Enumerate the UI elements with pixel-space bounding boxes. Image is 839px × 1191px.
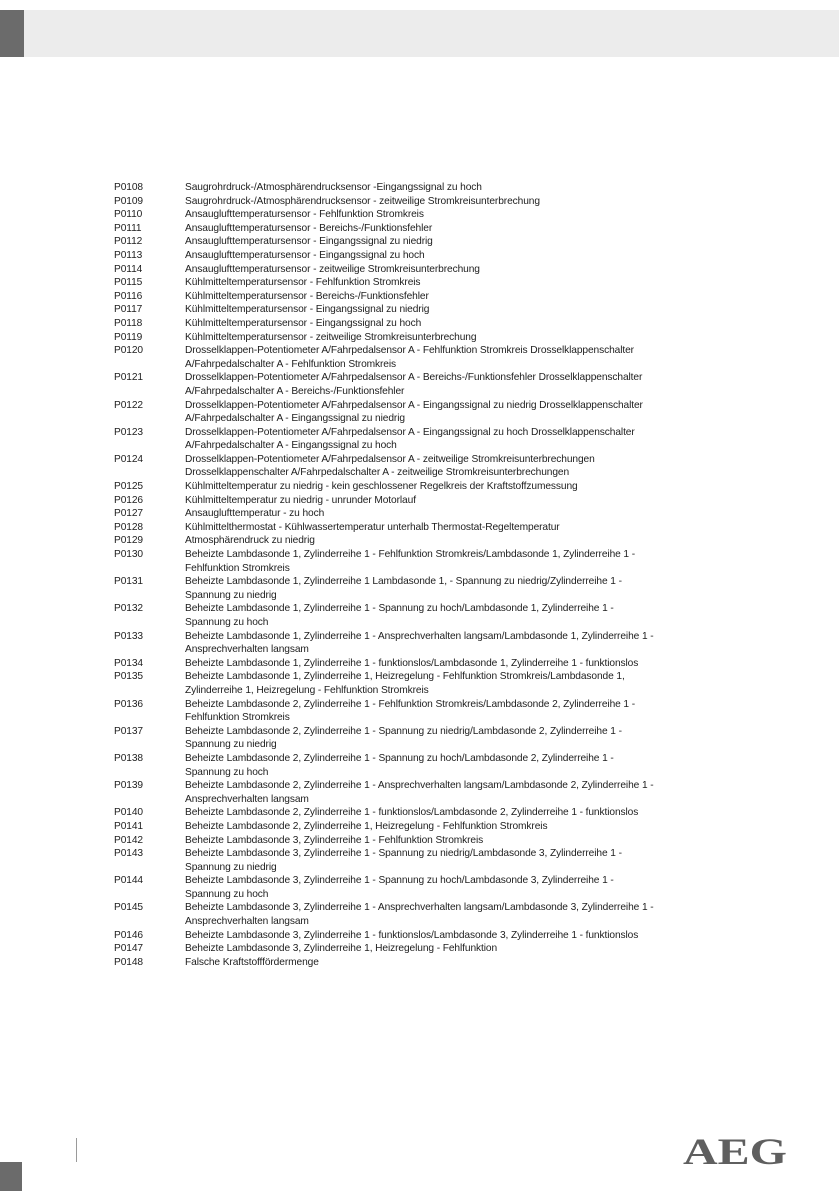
- fault-code-description: Drosselklappen-Potentiometer A/Fahrpedalsensor A - Eingangssignal zu niedrig Drosselklappenschalter A/Fahrpedalschalter A - Eingangssignal zu niedrig: [185, 399, 643, 425]
- fault-code-row: [114, 181, 734, 195]
- fault-code-row: [114, 698, 734, 725]
- fault-code-id: P0117: [114, 304, 143, 316]
- aeg-logo: [680, 1132, 790, 1170]
- fault-code-id: P0120: [114, 345, 143, 357]
- fault-code-id: P0126: [114, 494, 143, 506]
- fault-code-row: [114, 834, 734, 848]
- fault-code-id: P0147: [114, 943, 143, 955]
- fault-code-id: P0108: [114, 182, 143, 193]
- fault-code-row: [114, 317, 734, 331]
- fault-code-description: Beheizte Lambdasonde 3, Zylinderreihe 1, Heizregelung - Fehlfunktion: [185, 943, 498, 955]
- fault-code-row: [114, 208, 734, 222]
- fault-code-id: P0145: [114, 902, 143, 914]
- fault-code-list: [114, 181, 734, 969]
- fault-code-description: Beheizte Lambdasonde 2, Zylinderreihe 1 - Fehlfunktion Stromkreis/Lambdasonde 2, Zylinderreihe 1 - Fehlfunktion Stromkreis: [185, 698, 636, 724]
- fault-code-description: Beheizte Lambdasonde 1, Zylinderreihe 1 - funktionslos/Lambdasonde 1, Zylinderreihe 1 - funktionslos: [185, 657, 639, 669]
- fault-code-id: P0130: [114, 549, 143, 561]
- fault-code-row: [114, 548, 734, 575]
- fault-code-id: P0124: [114, 453, 143, 465]
- fault-code-description: Beheizte Lambdasonde 2, Zylinderreihe 1 - Spannung zu niedrig/Lambdasonde 2, Zylinderreihe 1 - Spannung zu niedrig: [185, 725, 622, 751]
- fault-code-id: P0143: [114, 848, 143, 860]
- fault-code-row: [114, 263, 734, 277]
- fault-code-description: Beheizte Lambdasonde 1, Zylinderreihe 1 Lambdasonde 1, - Spannung zu niedrig/Zylinderreihe 1 - Spannung zu niedrig: [185, 576, 622, 601]
- fault-code-description: Kühlmitteltemperatursensor - Bereichs-/Funktionsfehler: [185, 290, 429, 302]
- fault-code-row: [114, 929, 734, 943]
- fault-code-description: Kühlmitteltemperatur zu niedrig - kein geschlossener Regelkreis der Kraftstoffzumessung: [185, 481, 578, 493]
- fault-code-id: P0112: [114, 236, 143, 248]
- fault-code-id: P0136: [114, 698, 143, 710]
- fault-code-row: [114, 235, 734, 249]
- fault-code-id: P0123: [114, 426, 143, 438]
- fault-code-id: P0116: [114, 290, 143, 302]
- fault-code-row: [114, 521, 734, 535]
- fault-code-row: [114, 806, 734, 820]
- fault-code-id: P0139: [114, 780, 143, 792]
- fault-code-description: Beheizte Lambdasonde 2, Zylinderreihe 1 - Spannung zu hoch/Lambdasonde 2, Zylinderreihe 1 - Spannung zu hoch: [185, 752, 614, 778]
- fault-code-description: Ansauglufttemperatursensor - zeitweilige Stromkreisunterbrechung: [185, 263, 480, 275]
- fault-code-description: Beheizte Lambdasonde 3, Zylinderreihe 1 - funktionslos/Lambdasonde 3, Zylinderreihe 1 - funktionslos: [185, 929, 639, 941]
- fault-code-row: [114, 901, 734, 928]
- header-tab-marker: [0, 10, 24, 57]
- fault-code-id: P0140: [114, 807, 143, 819]
- fault-code-row: [114, 453, 734, 480]
- fault-code-row: [114, 670, 734, 697]
- fault-code-id: P0125: [114, 481, 143, 493]
- fault-code-id: P0128: [114, 521, 143, 533]
- fault-code-description: Ansauglufttemperatursensor - Bereichs-/Funktionsfehler: [185, 222, 433, 234]
- fault-code-row: [114, 725, 734, 752]
- fault-code-id: P0110: [114, 209, 143, 221]
- fault-code-row: [114, 630, 734, 657]
- fault-code-description: Kühlmitteltemperatursensor - Eingangssignal zu niedrig: [185, 304, 430, 316]
- fault-code-row: [114, 575, 734, 602]
- fault-code-description: Saugrohrdruck-/Atmosphärendrucksensor - zeitweilige Stromkreisunterbrechung: [185, 195, 540, 207]
- fault-code-description: Saugrohrdruck-/Atmosphärendrucksensor -Eingangssignal zu hoch: [185, 182, 482, 193]
- fault-code-id: P0137: [114, 725, 143, 737]
- fault-code-description: Ansauglufttemperatur - zu hoch: [185, 508, 325, 520]
- footer-divider: [76, 1138, 77, 1162]
- fault-code-description: Kühlmittelthermostat - Kühlwassertemperatur unterhalb Thermostat-Regeltemperatur: [185, 521, 560, 533]
- header-bar: [0, 10, 839, 57]
- fault-code-description: Kühlmitteltemperatursensor - Eingangssignal zu hoch: [185, 317, 422, 329]
- aeg-logo-text: AEG: [683, 1132, 787, 1170]
- fault-code-description: Beheizte Lambdasonde 1, Zylinderreihe 1 - Fehlfunktion Stromkreis/Lambdasonde 1, Zylinderreihe 1 - Fehlfunktion Stromkreis: [185, 549, 636, 574]
- fault-code-row: [114, 426, 734, 453]
- fault-code-id: P0134: [114, 657, 143, 669]
- fault-code-row: [114, 507, 734, 521]
- fault-code-row: [114, 657, 734, 671]
- fault-code-id: P0141: [114, 820, 143, 832]
- fault-code-row: [114, 222, 734, 236]
- fault-code-id: P0109: [114, 195, 143, 207]
- fault-code-id: P0148: [114, 956, 143, 968]
- fault-code-row: [114, 195, 734, 209]
- fault-code-row: [114, 494, 734, 508]
- fault-code-id: P0129: [114, 535, 143, 547]
- fault-code-description: Beheizte Lambdasonde 3, Zylinderreihe 1 - Spannung zu niedrig/Lambdasonde 3, Zylinderreihe 1 - Spannung zu niedrig: [185, 848, 622, 873]
- fault-code-description: Ansauglufttemperatursensor - Eingangssignal zu hoch: [185, 249, 425, 261]
- fault-code-description: Beheizte Lambdasonde 3, Zylinderreihe 1 - Spannung zu hoch/Lambdasonde 3, Zylinderreihe 1 - Spannung zu hoch: [185, 875, 614, 900]
- fault-code-id: P0131: [114, 576, 143, 588]
- fault-code-row: [114, 534, 734, 548]
- fault-code-row: [114, 276, 734, 290]
- fault-code-row: [114, 399, 734, 426]
- fault-code-id: P0146: [114, 929, 143, 941]
- fault-code-id: P0113: [114, 249, 143, 261]
- fault-code-description: Ansauglufttemperatursensor - Eingangssignal zu niedrig: [185, 236, 433, 248]
- fault-code-row: [114, 956, 734, 970]
- fault-code-description: Atmosphärendruck zu niedrig: [185, 535, 315, 547]
- fault-code-row: [114, 344, 734, 371]
- fault-code-row: [114, 249, 734, 263]
- footer-tab-marker: [0, 1162, 22, 1191]
- fault-code-id: P0122: [114, 399, 143, 411]
- fault-code-id: P0142: [114, 834, 143, 846]
- fault-code-id: P0138: [114, 752, 143, 764]
- fault-code-description: Beheizte Lambdasonde 3, Zylinderreihe 1 - Ansprechverhalten langsam/Lambdasonde 3, Zylinderreihe 1 - Ansprechverhalten langsam: [185, 902, 654, 928]
- fault-code-row: [114, 371, 734, 398]
- fault-code-id: P0118: [114, 317, 143, 329]
- fault-code-description: Ansauglufttemperatursensor - Fehlfunktion Stromkreis: [185, 209, 424, 221]
- fault-code-row: [114, 602, 734, 629]
- fault-code-description: Beheizte Lambdasonde 2, Zylinderreihe 1, Heizregelung - Fehlfunktion Stromkreis: [185, 820, 548, 832]
- fault-code-description: Beheizte Lambdasonde 3, Zylinderreihe 1 - Fehlfunktion Stromkreis: [185, 834, 484, 846]
- fault-code-id: P0114: [114, 263, 143, 275]
- fault-code-description: Beheizte Lambdasonde 1, Zylinderreihe 1, Heizregelung - Fehlfunktion Stromkreis/Lambdasonde 1, Zylinderreihe 1, Heizregelung - Fehlfunktion Stromkreis: [185, 671, 625, 696]
- fault-code-row: [114, 779, 734, 806]
- fault-code-description: Drosselklappen-Potentiometer A/Fahrpedalsensor A - Bereichs-/Funktionsfehler Drosselklappenschalter A/Fahrpedalschalter A - Bereichs-/Funktionsfehler: [185, 372, 643, 397]
- fault-code-id: P0135: [114, 671, 143, 683]
- fault-code-row: [114, 290, 734, 304]
- fault-code-id: P0119: [114, 331, 143, 343]
- fault-code-description: Drosselklappen-Potentiometer A/Fahrpedalsensor A - zeitweilige Stromkreisunterbrechungen Drosselklappenschalter A/Fahrpedalschalter A - zeitweilige Stromkreisunterbrechungen: [185, 453, 595, 479]
- fault-code-id: P0132: [114, 603, 143, 615]
- fault-code-row: [114, 303, 734, 317]
- fault-code-description: Drosselklappen-Potentiometer A/Fahrpedalsensor A - Fehlfunktion Stromkreis Drosselklappenschalter A/Fahrpedalschalter A - Fehlfunktion Stromkreis: [185, 345, 634, 370]
- fault-code-row: [114, 820, 734, 834]
- fault-code-id: P0144: [114, 875, 143, 887]
- fault-code-id: P0133: [114, 630, 143, 642]
- fault-code-row: [114, 331, 734, 345]
- fault-code-id: P0115: [114, 277, 143, 289]
- fault-code-description: Kühlmitteltemperatursensor - Fehlfunktion Stromkreis: [185, 277, 421, 289]
- fault-code-description: Kühlmitteltemperatursensor - zeitweilige Stromkreisunterbrechung: [185, 331, 477, 343]
- fault-code-id: P0111: [114, 222, 142, 234]
- fault-code-description: Beheizte Lambdasonde 1, Zylinderreihe 1 - Ansprechverhalten langsam/Lambdasonde 1, Zylinderreihe 1 - Ansprechverhalten langsam: [185, 630, 654, 656]
- fault-code-description: Drosselklappen-Potentiometer A/Fahrpedalsensor A - Eingangssignal zu hoch Drosselklappenschalter A/Fahrpedalschalter A - Eingangssignal zu hoch: [185, 426, 635, 452]
- fault-code-id: P0121: [114, 372, 143, 384]
- fault-code-description: Beheizte Lambdasonde 2, Zylinderreihe 1 - Ansprechverhalten langsam/Lambdasonde 2, Zylinderreihe 1 - Ansprechverhalten langsam: [185, 780, 654, 805]
- fault-code-row: [114, 942, 734, 956]
- fault-code-description: Beheizte Lambdasonde 2, Zylinderreihe 1 - funktionslos/Lambdasonde 2, Zylinderreihe 1 - funktionslos: [185, 807, 639, 819]
- fault-code-row: [114, 874, 734, 901]
- fault-code-description: Falsche Kraftstofffördermenge: [185, 956, 319, 968]
- fault-code-description: Kühlmitteltemperatur zu niedrig - unrunder Motorlauf: [185, 494, 416, 506]
- fault-code-description: Beheizte Lambdasonde 1, Zylinderreihe 1 - Spannung zu hoch/Lambdasonde 1, Zylinderreihe 1 - Spannung zu hoch: [185, 603, 614, 628]
- fault-code-row: [114, 480, 734, 494]
- fault-code-row: [114, 752, 734, 779]
- fault-code-row: [114, 847, 734, 874]
- fault-code-id: P0127: [114, 508, 143, 520]
